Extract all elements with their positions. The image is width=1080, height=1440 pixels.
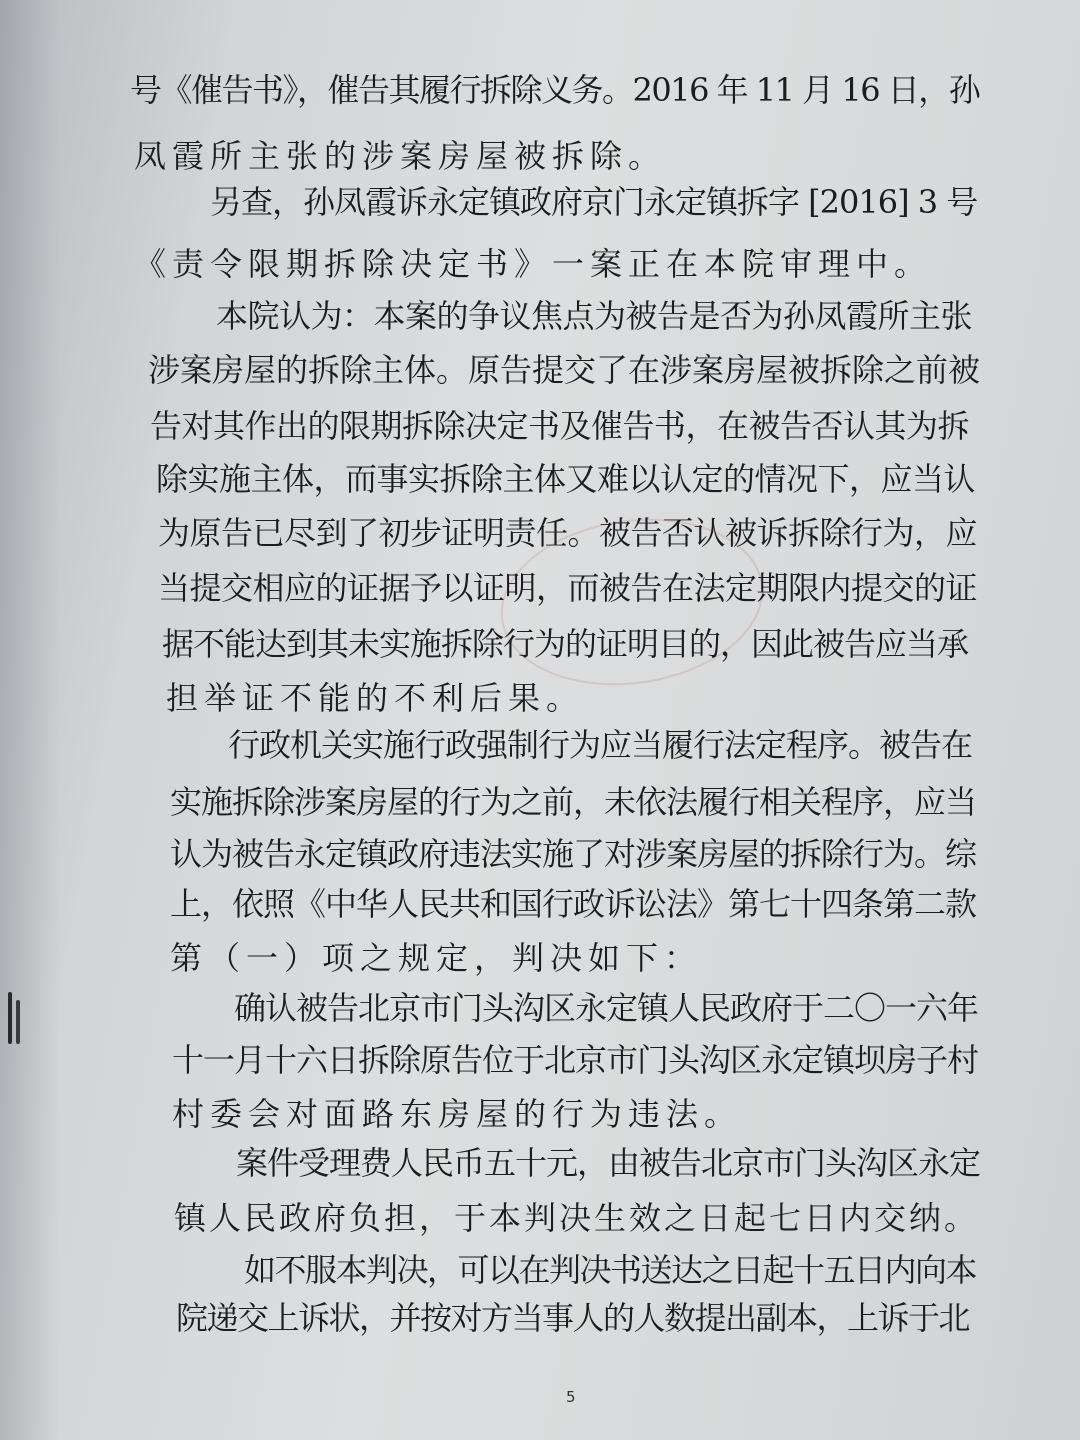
text-line: 《责令限期拆除决定书》一案正在本院审理中。 xyxy=(134,245,933,283)
text-line: 认为被告永定镇政府违法实施了对涉案房屋的拆除行为。综 xyxy=(170,835,977,873)
text-line: 另查，孙凤霞诉永定镇政府京门永定镇拆字 [2016] 3 号 xyxy=(210,183,978,221)
text-line: 镇人民政府负担，于本判决生效之日起七日内交纳。 xyxy=(174,1199,980,1237)
text-line: 确认被告北京市门头沟区永定镇人民政府于二〇一六年 xyxy=(234,989,979,1027)
binding-staple xyxy=(8,992,12,1044)
text-line: 除实施主体，而事实拆除主体又难以认定的情况下，应当认 xyxy=(156,460,976,498)
text-line: 涉案房屋的拆除主体。原告提交了在涉案房屋被拆除之前被 xyxy=(148,351,981,389)
text-line: 本院认为：本案的争议焦点为被告是否为孙凤霞所主张 xyxy=(216,297,973,335)
text-line: 为原告已尽到了初步证明责任。被告否认被诉拆除行为，应 xyxy=(158,514,978,552)
text-line: 第（一）项之规定，判决如下： xyxy=(170,939,703,977)
text-line: 当提交相应的证据予以证明，而被告在法定期限内提交的证 xyxy=(158,569,978,607)
text-line: 号《催告书》，催告其履行拆除义务。2016 年 11 月 16 日，孙 xyxy=(130,71,980,109)
page-edge-shadow xyxy=(0,0,60,1440)
text-line: 村委会对面路东房屋的行为违法。 xyxy=(172,1095,743,1133)
text-line: 如不服本判决，可以在判决书送达之日起十五日内向本 xyxy=(244,1251,977,1289)
text-line: 实施拆除涉案房屋的行为之前，未依法履行相关程序，应当 xyxy=(170,783,977,821)
text-line: 据不能达到其未实施拆除行为的证明目的，因此被告应当承 xyxy=(162,625,969,663)
binding-staple-shadow xyxy=(16,1000,20,1044)
text-line: 凤霞所主张的涉案房屋被拆除。 xyxy=(134,137,667,175)
text-line: 告对其作出的限期拆除决定书及催告书，在被告否认其为拆 xyxy=(150,407,970,445)
text-line: 十一月十六日拆除原告位于北京市门头沟区永定镇坝房子村 xyxy=(172,1041,979,1079)
text-line: 行政机关实施行政强制行为应当履行法定程序。被告在 xyxy=(228,726,973,764)
text-line: 院递交上诉状，并按对方当事人的人数提出副本，上诉于北 xyxy=(176,1299,970,1337)
text-line: 担举证不能的不利后果。 xyxy=(166,679,585,717)
text-line: 案件受理费人民币五十元，由被告北京市门头沟区永定 xyxy=(236,1144,981,1182)
text-line: 上，依照《中华人民共和国行政诉讼法》第七十四条第二款 xyxy=(170,885,977,923)
page-number: 5 xyxy=(566,1388,576,1406)
